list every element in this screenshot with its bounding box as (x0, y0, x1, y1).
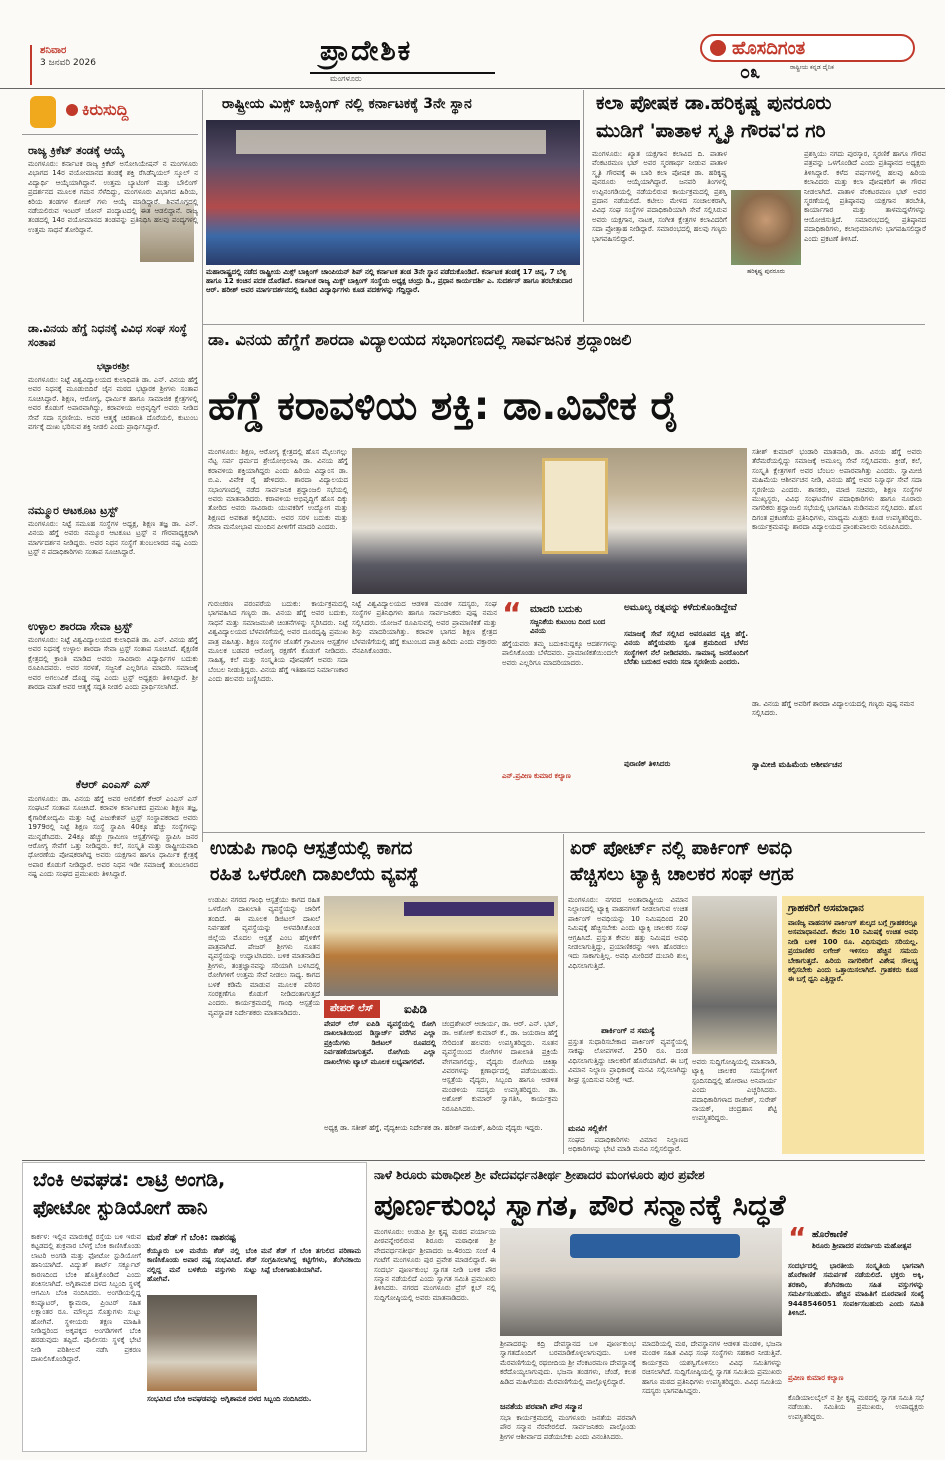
hand-icon (30, 96, 56, 128)
mix-boxing-headline: ರಾಷ್ಟ್ರೀಯ ಮಿಕ್ಸ್ ಬಾಕ್ಸಿಂಗ್ ನಲ್ಲಿ ಕರ್ನಾಟಕಕ್ಕೆ 3ನೇ ಸ್ಥಾನ (222, 96, 472, 112)
brief-column (22, 90, 198, 842)
udupi-badge (324, 1000, 558, 1018)
airport-photo (692, 896, 777, 1054)
udupi-airport-divider (563, 834, 564, 1154)
airport-body: ಮಂಗಳೂರು: ನಗರದ ಅಂತಾರಾಷ್ಟ್ರೀಯ ವಿಮಾನ ನಿಲ್ದಾಣದಲ್ಲಿ ಟ್ಯಾಕ್ಸಿ ವಾಹನಗಳಿಗೆ ನೀಡಲಾಗುವ ಉಚಿತ ಪಾರ್ಕಿಂಗ್ ಅವಧಿಯನ್ನು 10 ನಿಮಿಷದಿಂದ 20 ನಿಮಿಷಕ್ಕೆ ಹೆಚ್ಚಿಸಬೇಕು ಎಂದು ಟ್ಯಾಕ್ಸಿ ಚಾಲಕರ ಸಂಘ ಆಗ್ರಹಿಸಿದೆ. ಪ್ರಸ್ತುತ ಕೇವಲ ಹತ್ತು ನಿಮಿಷದ ಅವಧಿ ನೀಡಲಾಗುತ್ತಿದ್ದು, ಪ್ರಯಾಣಿಕರನ್ನು ಇಳಿಸಿ ಹೊರಡಲು ಇದು ಸಾಕಾಗುತ್ತಿಲ್ಲ. ಅವಧಿ ಮೀರಿದರೆ ದುಬಾರಿ ಶುಲ್ಕ ವಿಧಿಸಲಾಗುತ್ತಿದೆ. (568, 896, 688, 970)
quote-sub: ಸಜ್ಜನಿಕೆಯ ಕುಟುಂಬ ದಿಂದ ಬಂದ ವಿನಯ (530, 618, 606, 635)
brief-item-4-title: ಉಳ್ಳಾಲ ಶಾರದಾ ಸೇವಾ ಟ್ರಸ್ಟ್ (28, 620, 133, 633)
kala-body-left: ಮಂಗಳೂರು: ಖ್ಯಾತ ಯಕ್ಷಗಾನ ಕಲಾವಿದ ದಿ. ಪಾತಾಳ ವೆಂಕಟರಮಣ ಭಟ್ ಅವರ ಸ್ಮರಣಾರ್ಥ ನೀಡುವ ಪಾತಾಳ ಸ್ಮೃತಿ ಗೌರವಕ್ಕೆ ಈ ಬಾರಿ ಕಲಾ ಪೋಷಕ ಡಾ. ಹರಿಕೃಷ್ಣ ಪುನರೂರು ಆಯ್ಕೆಯಾಗಿದ್ದಾರೆ. ಜನವರಿ ತಿಂಗಳಲ್ಲಿ ಉಪ್ಪಿನಂಗಡಿಯಲ್ಲಿ ನಡೆಯಲಿರುವ ಕಾರ್ಯಕ್ರಮದಲ್ಲಿ ಪ್ರಶಸ್ತಿ ಪ್ರದಾನ ನಡೆಯಲಿದೆ. ಕಟೀಲು ಮೇಳದ ಸಂಚಾಲಕರಾಗಿ, ವಿವಿಧ ಸಂಘ ಸಂಸ್ಥೆಗಳ ಪದಾಧಿಕಾರಿಯಾಗಿ ಸೇವೆ ಸಲ್ಲಿಸಿರುವ ಅವರು ಯಕ್ಷಗಾನ, ನಾಟಕ, ಸಂಗೀತ ಕ್ಷೇತ್ರಗಳ ಕಲಾವಿದರಿಗೆ ಸದಾ ಪ್ರೋತ್ಸಾಹ ನೀಡಿದ್ದಾರೆ. ಸಮಾರಂಭದಲ್ಲಿ ಹಲವು ಗಣ್ಯರು ಭಾಗವಹಿಸಲಿದ್ದಾರೆ. (592, 150, 727, 243)
airport-body-right: ಅವರು ಸುದ್ದಿಗೋಷ್ಠಿಯಲ್ಲಿ ಮಾತನಾಡಿ, ಟ್ಯಾಕ್ಸಿ ಚಾಲಕರ ಸಮಸ್ಯೆಗಳಿಗೆ ಸ್ಪಂದಿಸದಿದ್ದಲ್ಲಿ ಹೋರಾಟ ಅನಿವಾರ್ಯ ಎಂದು ಎಚ್ಚರಿಸಿದರು. ಪದಾಧಿಕಾರಿಗಳಾದ ರಾಜೇಶ್, ಸುರೇಶ್ ನಾಯಕ್, ಚಂದ್ರಹಾಸ ಶೆಟ್ಟಿ ಉಪಸ್ಥಿತರಿದ್ದರು. (692, 1058, 777, 1123)
benki-photo (147, 1295, 257, 1391)
brief-item-1-title: ರಾಜ್ಯ ಕ್ರಿಕೆಟ್ ತಂಡಕ್ಕೆ ಆಯ್ಕೆ (28, 144, 125, 157)
brief-bullet-icon (66, 104, 78, 116)
pk-body-a: ಮಂಗಳೂರು: ಉಡುಪಿ ಶ್ರೀ ಕೃಷ್ಣ ಮಠದ ಪರ್ಯಾಯ ಪೀಠವನ್ನೇರಲಿರುವ ಶಿರೂರು ಮಠಾಧೀಶ ಶ್ರೀ ವೇದವರ್ಧನತೀರ್ಥ ಶ್ರೀಪಾದರು ಜ.4ರಂದು ಸಂಜೆ 4 ಗಂಟೆಗೆ ಮಂಗಳೂರು ಪುರ ಪ್ರವೇಶ ಮಾಡಲಿದ್ದಾರೆ. ಈ ಸಂದರ್ಭ ಪೂರ್ಣಕುಂಭ ಸ್ವಾಗತ ನೀಡಿ ಬಳಿಕ ಪೌರ ಸನ್ಮಾನ ನಡೆಯಲಿದೆ ಎಂದು ಸ್ವಾಗತ ಸಮಿತಿ ಪ್ರಮುಖರು ತಿಳಿಸಿದರು. ನಗರದ ಮಂಗಳೂರು ಪ್ರೆಸ್ ಕ್ಲಬ್ ನಲ್ಲಿ ಸುದ್ದಿಗೋಷ್ಠಿಯಲ್ಲಿ ಅವರು ಮಾತನಾಡಿದರು. (374, 1228, 496, 1302)
udupi-photo (324, 896, 558, 996)
bottom-section-rule (22, 1160, 925, 1161)
lead-quote2-box (624, 600, 748, 820)
brief-header-rule (22, 134, 198, 135)
paper-tagline: ರಾಷ್ಟ್ರೀಯ ಕನ್ನಡ ದೈನಿಕ (790, 64, 834, 71)
masthead (0, 0, 945, 86)
kala-headline-2: ಮುಡಿಗೆ 'ಪಾತಾಳ ಸ್ಮೃತಿ ಗೌರವ'ದ ಗರಿ (596, 120, 826, 142)
masthead-rule (0, 88, 945, 89)
city-label: ಮಂಗಳೂರು (330, 74, 362, 83)
benki-body: ಕಾರ್ಕಳ: ಇಲ್ಲಿನ ಮಾರುಕಟ್ಟೆ ರಸ್ತೆಯ ಬಳಿ ಇರುವ ಕಟ್ಟಡದಲ್ಲಿ ಶುಕ್ರವಾರ ಬೆಳಗ್ಗೆ ಬೆಂಕಿ ಕಾಣಿಸಿಕೊಂಡು ಲಾಟರಿ ಅಂಗಡಿ ಮತ್ತು ಫೋಟೋ ಸ್ಟುಡಿಯೋಗೆ ಹಾನಿಯಾಗಿದೆ. ವಿದ್ಯುತ್ ಶಾರ್ಟ್ ಸರ್ಕ್ಯೂಟ್ ಕಾರಣದಿಂದ ಬೆಂಕಿ ಹೊತ್ತಿಕೊಂಡಿದೆ ಎಂದು ಶಂಕಿಸಲಾಗಿದೆ. ಅಗ್ನಿಶಾಮಕ ದಳದ ಸಿಬ್ಬಂದಿ ಸ್ಥಳಕ್ಕೆ ಆಗಮಿಸಿ ಬೆಂಕಿ ನಂದಿಸಿದರು. ಅಂಗಡಿಯಲ್ಲಿದ್ದ ಕಂಪ್ಯೂಟರ್, ಕ್ಯಾಮರಾ, ಪ್ರಿಂಟರ್ ಸಹಿತ ಲಕ್ಷಾಂತರ ರೂ. ಮೌಲ್ಯದ ಸೊತ್ತುಗಳು ಸುಟ್ಟು ಹೋಗಿವೆ. ಸ್ಥಳೀಯರು ತಕ್ಷಣ ಮಾಹಿತಿ ನೀಡಿದ್ದರಿಂದ ಅಕ್ಕಪಕ್ಕದ ಅಂಗಡಿಗಳಿಗೆ ಬೆಂಕಿ ಹರಡುವುದು ತಪ್ಪಿದೆ. ಪೊಲೀಸರು ಸ್ಥಳಕ್ಕೆ ಭೇಟಿ ನೀಡಿ ಪರಿಶೀಲನೆ ನಡೆಸಿ ಪ್ರಕರಣ ದಾಖಲಿಸಿಕೊಂಡಿದ್ದಾರೆ. (31, 1233, 141, 1364)
quote2-author: ಪುರಾಣಿಕ್ ತಿಳಿಸಿದರು (624, 760, 671, 768)
benki-box-caption: ಸಂಭವಿಸಿದ ಬೆಂಕಿ ಅವಘಡವನ್ನು ಅಗ್ನಿಶಾಮಕ ದಳದ ಸಿಬ್ಬಂದಿ ನಂದಿಸಿದರು. (147, 1395, 312, 1403)
kala-body-right: ಪ್ರಶಸ್ತಿಯು ನಗದು ಪುರಸ್ಕಾರ, ಸ್ಮರಣಿಕೆ ಹಾಗೂ ಗೌರವ ಪತ್ರವನ್ನು ಒಳಗೊಂಡಿದೆ ಎಂದು ಪ್ರತಿಷ್ಠಾನದ ಅಧ್ಯಕ್ಷರು ತಿಳಿಸಿದ್ದಾರೆ. ಕಳೆದ ವರ್ಷಗಳಲ್ಲಿ ಹಲವು ಹಿರಿಯ ಕಲಾವಿದರು ಮತ್ತು ಕಲಾ ಪೋಷಕರಿಗೆ ಈ ಗೌರವ ನೀಡಲಾಗಿದೆ. ಪಾತಾಳ ವೆಂಕಟರಮಣ ಭಟ್ ಅವರ ಸ್ಮರಣೆಯಲ್ಲಿ ಪ್ರತಿಷ್ಠಾನವು ಯಕ್ಷಗಾನ ತರಬೇತಿ, ಕಾರ್ಯಾಗಾರ ಮತ್ತು ತಾಳಮದ್ದಳೆಗಳನ್ನು ಆಯೋಜಿಸುತ್ತಿದೆ. ಸಮಾರಂಭದಲ್ಲಿ ಪ್ರತಿಷ್ಠಾನದ ಪದಾಧಿಕಾರಿಗಳು, ಕಲಾಭಿಮಾನಿಗಳು ಭಾಗವಹಿಸಲಿದ್ದಾರೆ ಎಂದು ಪ್ರಕಟಣೆ ತಿಳಿಸಿದೆ. (804, 150, 926, 243)
paper-logo (700, 34, 915, 62)
brief-item-2-title-text: ಡಾ.ವಿನಯ ಹೆಗ್ಡೆ ನಿಧನಕ್ಕೆ ವಿವಿಧ ಸಂಘ ಸಂಸ್ಥೆ ಸಂತಾಪ (28, 322, 188, 349)
airport-box (782, 896, 924, 1154)
banner-strip (236, 130, 546, 154)
quote-body: ಹೆಗ್ಡೆಯವರು ತಮ್ಮ ಬದುಕಿನುದ್ದಕ್ಕೂ ಆದರ್ಶಗಳನ್ನು ಪಾಲಿಸಿಕೊಂಡು ಬೆಳೆದವರು. ಪ್ರಾಮಾಣಿಕತೆಯಿಂದಲೇ ಅವರು ಎಲ್ಲರಿಗೂ ಮಾದರಿಯಾದರು. (502, 640, 618, 667)
hospital-banner (404, 902, 554, 916)
day-label: ಶನಿವಾರ (40, 45, 67, 56)
airport-headline-2: ಹೆಚ್ಚಿಸಲು ಟ್ಯಾಕ್ಸಿ ಚಾಲಕರ ಸಂಘ ಆಗ್ರಹ (570, 864, 794, 885)
lead-headline: ಹೆಗ್ಡೆ ಕರಾವಳಿಯ ಶಕ್ತಿ: ಡಾ.ವಿವೇಕ ರೈ (208, 384, 680, 429)
date-label: 3 ಜನವರಿ 2026 (40, 58, 96, 68)
benki-box-side: ಮನೆ ಶೆಡ್ ಗೆ ಬೆಂಕಿ ತಗುಲಿದ ಪರಿಣಾಮ ಸಂಗ್ರಹಿಸಲಾಗಿದ್ದ ಕಟ್ಟಿಗೆಗಳು, ತೆಂಗಿನಕಾಯಿ ಸಿಪ್ಪೆ ಬೆಂಕಿಗಾಹುತಿಯಾಗಿವೆ. (261, 1247, 361, 1274)
udupi-badge-text: ಐಪಿಡಿ (404, 1002, 428, 1016)
airport-sub-1: ಪಾರ್ಕಿಂಗ್ ನ ಸಮಸ್ಯೆ (601, 1026, 655, 1035)
section-title: ಪ್ರಾದೇಶಿಕ (320, 34, 413, 67)
pk-body-c: ಸಭಾ ಕಾರ್ಯಕ್ರಮದಲ್ಲಿ ಮಂಗಳೂರು ಜನತೆಯ ಪರವಾಗಿ ಪೌರ ಸನ್ಮಾನ ನೆರವೇರಲಿದೆ. ಸಾರ್ವಜನಿಕರು ಪಾಲ್ಗೊಂಡು ಶ್ರೀಗಳ ಆಶೀರ್ವಾದ ಪಡೆಯಬೇಕು ಎಂದು ವಿನಂತಿಸಿದರು. (500, 1414, 636, 1441)
pk-quote-sub: ಶಿರೂರು ಶ್ರೀಪಾದರ ಪರ್ಯಾಯ ಮಹೋತ್ಸವ (812, 1242, 912, 1250)
quote-mark-icon: “ (502, 597, 522, 632)
sun-icon (710, 40, 726, 56)
lead-body-b: ಗುರುಚರಣ ಪರಂಪರೆಯ ಬದುಕು: ಕಾರ್ಯಕ್ರಮದಲ್ಲಿ ಭಾಗವಹಿಸಿದ ಗಣ್ಯರು ಡಾ. ವಿನಯ ಹೆಗ್ಡೆ ಅವರ ಬದುಕು, ಸಾಧನೆ ಮತ್ತು ಸಮಾಜಮುಖಿ ಚಿಂತನೆಗಳನ್ನು ಸ್ಮರಿಸಿದರು. ನಿಟ್ಟೆ ವಿಶ್ವವಿದ್ಯಾಲಯದ ಬೆಳವಣಿಗೆಯಲ್ಲಿ ಅವರ ದೂರದೃಷ್ಟಿ ಪ್ರಮುಖ ಪಾತ್ರ ವಹಿಸಿತ್ತು. ಶಿಕ್ಷಣ ಸಂಸ್ಥೆಗಳ ಜೊತೆಗೆ ಗ್ರಾಮೀಣ ಆಸ್ಪತ್ರೆಗಳ ಮೂಲಕ ಬಡವರ ಆರೋಗ್ಯ ರಕ್ಷಣೆಗೆ ಕೊಡುಗೆ ನೀಡಿದರು. ಸಾಹಿತ್ಯ, ಕಲೆ ಮತ್ತು ಸಂಸ್ಕೃತಿಯ ಪೋಷಣೆಗೆ ಅವರು ಸದಾ ಬೆಂಬಲ ನೀಡುತ್ತಿದ್ದರು. ವಿನಯ ಹೆಗ್ಡೆ ಇತಿಹಾಸದ ನಿರ್ಮಾಣಕಾರ ಎಂದು ಹಲವರು ಬಣ್ಣಿಸಿದರು. (208, 600, 348, 684)
section-underline (310, 72, 495, 74)
benki-headline-2: ಫೋಟೋ ಸ್ಟುಡಿಯೋಗೆ ಹಾನಿ (33, 1197, 208, 1219)
lead-right-sub: ಸ್ವಾಮೀಜಿ ಮಹಿಮೆಯ ಆಶೀರ್ವಚನ (752, 760, 842, 769)
pk-photo (500, 1228, 782, 1336)
udupi-headline-2: ರಹಿತ ಒಳರೋಗಿ ದಾಖಲೆಯ ವ್ಯವಸ್ಥೆ (210, 864, 419, 885)
pk-body-d: ಮಾದರಿಯಲ್ಲಿ ಮಠ, ದೇವಸ್ಥಾನಗಳ ಆಡಳಿತ ಮಂಡಳಿ, ಭಜನಾ ಮಂಡಳಿ ಸಹಿತ ವಿವಿಧ ಸಂಘ ಸಂಸ್ಥೆಗಳು ಸಹಕಾರ ನೀಡುತ್ತಿವೆ. ಕಾರ್ಯಕ್ರಮ ಯಶಸ್ವಿಗೊಳಿಸಲು ವಿವಿಧ ಸಮಿತಿಗಳನ್ನು ರಚಿಸಲಾಗಿದೆ. ಸುದ್ದಿಗೋಷ್ಠಿಯಲ್ಲಿ ಸ್ವಾಗತ ಸಮಿತಿಯ ಪ್ರಮುಖರು ಹಾಗೂ ಮಠದ ಪ್ರತಿನಿಧಿಗಳು ಉಪಸ್ಥಿತರಿದ್ದರು. ವಿವಿಧ ಸಮಿತಿಯ ಸದಸ್ಯರು ಭಾಗವಹಿಸಿದ್ದರು. (642, 1340, 782, 1396)
udupi-headline-1: ಉಡುಪಿ ಗಾಂಧಿ ಆಸ್ಪತ್ರೆಯಲ್ಲಿ ಕಾಗದ (210, 838, 413, 859)
brief-item-2-title (28, 322, 198, 352)
airport-body-2: ಪ್ರಸ್ತುತ ಸುಧಾರಿಸಬೇಕಾದ ಪಾರ್ಕಿಂಗ್ ವ್ಯವಸ್ಥೆಯಲ್ಲಿ ಸಾಕಷ್ಟು ಲೋಪಗಳಿವೆ. 250 ರೂ. ದಂಡ ವಿಧಿಸಲಾಗುತ್ತಿದ್ದು ಚಾಲಕರಿಗೆ ಹೊರೆಯಾಗಿದೆ. ಈ ಬಗ್ಗೆ ವಿಮಾನ ನಿಲ್ದಾಣ ಪ್ರಾಧಿಕಾರಕ್ಕೆ ಮನವಿ ಸಲ್ಲಿಸಲಾಗಿದ್ದು ಶೀಘ್ರ ಸ್ಪಂದಿಸುವ ನಿರೀಕ್ಷೆ ಇದೆ. (568, 1038, 688, 1084)
udupi-badge-red: ಪೇಪರ್ ಲೆಸ್ (324, 1000, 380, 1018)
quote-title: ಮಾದರಿ ಬದುಕು (530, 604, 583, 615)
benki-box-body: ಕೆಯ್ಯೂರು ಬಳಿ ಮನೆಯ ಶೆಡ್ ನಲ್ಲಿ ಬೆಂಕಿ ಕಾಣಿಸಿಕೊಂಡು ಅಪಾರ ನಷ್ಟ ಸಂಭವಿಸಿದೆ. ಶೆಡ್ ನಲ್ಲಿದ್ದ ಮನೆ ಬಳಕೆಯ ವಸ್ತುಗಳು ಸುಟ್ಟು ಹೋಗಿವೆ. (147, 1247, 257, 1284)
paper-name: ಹೊಸದಿಗಂತ (732, 38, 806, 59)
airport-box-title: ಗ್ರಾಹಕರಿಗೆ ಅಸಮಾಧಾನ (788, 903, 864, 914)
mix-kala-divider (583, 90, 584, 322)
pk-quote-mark-icon: “ (788, 1221, 807, 1254)
mix-boxing-caption: ಮಹಾರಾಷ್ಟ್ರದಲ್ಲಿ ನಡೆದ ರಾಷ್ಟ್ರೀಯ ಮಿಕ್ಸ್ ಬಾಕ್ಸಿಂಗ್ ಚಾಂಪಿಯನ್ ಶಿಪ್ ನಲ್ಲಿ ಕರ್ನಾಟಕ ತಂಡ 3ನೇ ಸ್ಥಾನ ಪಡೆದುಕೊಂಡಿದೆ. ಕರ್ನಾಟಕ ತಂಡಕ್ಕೆ 17 ಚಿನ್ನ, 7 ಬೆಳ್ಳಿ ಹಾಗೂ 12 ಕಂಚಿನ ಪದಕ ದೊರೆತಿದೆ. ಕರ್ನಾಟಕ ರಾಜ್ಯ ಮಿಕ್ಸ್ ಬಾಕ್ಸಿಂಗ್ ಸಂಸ್ಥೆಯ ಅಧ್ಯಕ್ಷ ಚಂದ್ರು ಡಿ., ಪ್ರಧಾನ ಕಾರ್ಯದರ್ಶಿ ಎ. ಸುದರ್ಶನ್ ಹಾಗೂ ತರಬೇತುದಾರ ಆರ್. ಹರೀಶ್ ಅವರ ಮಾರ್ಗದರ್ಶನದಲ್ಲಿ ಕೂಡಿದ ವಿದ್ಯಾರ್ಥಿಗಳು ಕೂಡ ಪದಕಗಳನ್ನು ಗೆದ್ದಿದ್ದಾರೆ. (206, 268, 573, 294)
page-number: ೦೩ (740, 62, 761, 83)
lead-top-rule (203, 324, 925, 325)
quote-author: ಎನ್.ಪ್ರವೀಣ ಕುಮಾರ ಕಲ್ಯಾಣ (502, 772, 571, 780)
airport-sub-2: ಮನವಿ ಸಲ್ಲಿಕೆಗೆ (568, 1124, 607, 1133)
pk-quote-author: ಪ್ರವೀಣ ಕುಮಾರ ಕಲ್ಯಾಣ (788, 1374, 844, 1382)
airport-headline-1: ಏರ್ ಪೋರ್ಟ್ ನಲ್ಲಿ ಪಾರ್ಕಿಂಗ್ ಅವಧಿ (570, 838, 793, 859)
benki-panel (22, 1162, 367, 1452)
quote2-body: ಸಮಾಜಕ್ಕೆ ಸೇವೆ ಸಲ್ಲಿಸಿದ ಅಪರೂಪದ ವ್ಯಕ್ತಿ ಹೆಗ್ಡೆ. ವಿನಯ ಹೆಗ್ಡೆಯವರು ಸ್ವಂತ ಶ್ರಮದಿಂದ ಬೆಳೆದ ಸಂಸ್ಥೆಗಳಿಗೆ ನೆಲೆ ನೀಡಿದವರು. ಸಾಮಾನ್ಯ ಜನರೊಂದಿಗೆ ಬೆರೆತು ಬದುಕಿದ ಅವರು ಸದಾ ಸ್ಮರಣೀಯ ಎಂದರು. (624, 630, 748, 667)
kala-headline-1: ಕಲಾ ಪೋಷಕ ಡಾ.ಹರಿಕೃಷ್ಣ ಪುನರೂರು (596, 92, 832, 114)
pk-body-b: ಶ್ರೀಪಾದರನ್ನು ಕದ್ರಿ ದೇವಸ್ಥಾನದ ಬಳಿ ಪೂರ್ಣಕುಂಭ ಸ್ವಾಗತದೊಂದಿಗೆ ಬರಮಾಡಿಕೊಳ್ಳಲಾಗುವುದು. ಬಳಿಕ ಮೆರವಣಿಗೆಯಲ್ಲಿ ರಥಬೀದಿಯ ಶ್ರೀ ವೆಂಕಟರಮಣ ದೇವಸ್ಥಾನಕ್ಕೆ ಕರೆದೊಯ್ಯಲಾಗುವುದು. ಭಜನಾ ತಂಡಗಳು, ಚೆಂಡೆ, ಕಲಶ ಹಿಡಿದ ಮಹಿಳೆಯರು ಮೆರವಣಿಗೆಯಲ್ಲಿ ಪಾಲ್ಗೊಳ್ಳಲಿದ್ದಾರೆ. (500, 1340, 636, 1386)
pk-body-right: ಕೊಡಿಯಾಲಬೈಲ್ ನ ಶ್ರೀ ಕೃಷ್ಣ ಮಠದಲ್ಲಿ ಸ್ವಾಗತ ಸಮಿತಿ ಸಭೆ ನಡೆಯಿತು. ಸಮಿತಿಯ ಪ್ರಮುಖರು, ಉಪಾಧ್ಯಕ್ಷರು ಉಪಸ್ಥಿತರಿದ್ದರು. (788, 1394, 924, 1421)
brief-item-4-body: ಮಂಗಳೂರು: ನಿಟ್ಟೆ ವಿಶ್ವವಿದ್ಯಾಲಯದ ಕುಲಾಧಿಪತಿ ಡಾ. ಎನ್. ವಿನಯ ಹೆಗ್ಡೆ ಅವರ ನಿಧನಕ್ಕೆ ಉಳ್ಳಾಲ ಶಾರದಾ ಸೇವಾ ಟ್ರಸ್ಟ್ ಸಂತಾಪ ಸೂಚಿಸಿದೆ. ಶೈಕ್ಷಣಿಕ ಕ್ಷೇತ್ರದಲ್ಲಿ ಕ್ರಾಂತಿ ಮಾಡಿದ ಅವರು ಸಾವಿರಾರು ವಿದ್ಯಾರ್ಥಿಗಳ ಬದುಕು ರೂಪಿಸಿದವರು. ಅವರ ಸರಳತೆ, ಸಜ್ಜನಿಕೆ ಎಲ್ಲರಿಗೂ ಮಾದರಿ. ಸಮಾಜಕ್ಕೆ ಅವರ ಅಗಲುವಿಕೆ ದೊಡ್ಡ ನಷ್ಟ ಎಂದು ಟ್ರಸ್ಟ್ ಅಧ್ಯಕ್ಷರು ತಿಳಿಸಿದ್ದಾರೆ. ಶ್ರೀ ಶಾರದಾ ಮಾತೆ ಅವರ ಆತ್ಮಕ್ಕೆ ಸದ್ಗತಿ ನೀಡಲಿ ಎಂದು ಪ್ರಾರ್ಥಿಸಲಾಗಿದೆ. (28, 636, 198, 692)
mix-boxing-photo (206, 120, 580, 265)
press-club-banner (570, 1234, 740, 1258)
pk-quote-title: ಹೊರೆಕಾಣಿಕೆ (812, 1230, 848, 1240)
sidebar-divider (202, 90, 203, 842)
kala-portrait-label: ಹರಿಕೃಷ್ಣ ಪುನರೂರು (747, 268, 785, 275)
benki-headline-1: ಬೆಂಕಿ ಅವಘಡ: ಲಾಟ್ರಿ ಅಂಗಡಿ, (33, 1169, 226, 1191)
udupi-body-b: ಚಂದ್ರಶೇಖರ್ ಆಚಾರ್ಯ, ಡಾ. ಆರ್. ಎನ್. ಭಟ್, ಡಾ. ಅಶೋಕ್ ಕುಮಾರ್ ಕೆ., ಡಾ. ಜಯರಾಜ ಹೆಗ್ಡೆ ಸೇರಿದಂತೆ ಹಲವರು ಉಪಸ್ಥಿತರಿದ್ದರು. ನೂತನ ವ್ಯವಸ್ಥೆಯಿಂದ ರೋಗಿಗಳ ದಾಖಲಾತಿ ಪ್ರಕ್ರಿಯೆ ವೇಗವಾಗಲಿದ್ದು, ವೈದ್ಯರು ರೋಗಿಯ ಚಿಕಿತ್ಸಾ ವಿವರಗಳನ್ನು ಕ್ಷಣಾರ್ಧದಲ್ಲಿ ಪಡೆಯಬಹುದು. ಆಸ್ಪತ್ರೆಯ ವೈದ್ಯರು, ಸಿಬ್ಬಂದಿ ಹಾಗೂ ಆಡಳಿತ ಮಂಡಳಿಯ ಸದಸ್ಯರು ಉಪಸ್ಥಿತರಿದ್ದರು. ಡಾ. ಅಶೋಕ್ ಕುಮಾರ್ ಸ್ವಾಗತಿಸಿ, ಕಾರ್ಯಕ್ರಮ ನಿರೂಪಿಸಿದರು. (442, 1020, 558, 1113)
lead-kicker: ಡಾ. ವಿನಯ ಹೆಗ್ಡೆಗೆ ಶಾರದಾ ವಿದ್ಯಾಲಯದ ಸಭಾಂಗಣದಲ್ಲಿ ಸಾರ್ವಜನಿಕ ಶ್ರದ್ಧಾಂಜಲಿ (208, 330, 632, 349)
benki-box-title: ಮನೆ ಶೆಡ್ ಗೆ ಬೆಂಕಿ: ನಾಶನಷ್ಟ (147, 1233, 236, 1243)
brief-label: ಕಿರುಸುದ್ದಿ (82, 100, 129, 119)
lead-photo (352, 448, 747, 594)
brief-item-2-body: ಮಂಗಳೂರು: ನಿಟ್ಟೆ ವಿಶ್ವವಿದ್ಯಾಲಯದ ಕುಲಾಧಿಪತಿ ಡಾ. ಎನ್. ವಿನಯ ಹೆಗ್ಡೆ ಅವರ ನಿಧನಕ್ಕೆ ಮೂಡುಬಿದಿರೆ ಜೈನ ಮಠದ ಭಟ್ಟಾರಕ ಶ್ರೀಗಳು ಸಂತಾಪ ಸೂಚಿಸಿದ್ದಾರೆ. ಶಿಕ್ಷಣ, ಆರೋಗ್ಯ, ಧಾರ್ಮಿಕ ಹಾಗೂ ಸಾಮಾಜಿಕ ಕ್ಷೇತ್ರಗಳಲ್ಲಿ ಅವರ ಕೊಡುಗೆ ಅಪಾರವಾಗಿದ್ದು, ಕರಾವಳಿಯ ಅಭಿವೃದ್ಧಿಗೆ ಅವರು ನೀಡಿದ ಸೇವೆ ಸದಾ ಸ್ಮರಣೀಯ. ಅವರ ಆತ್ಮಕ್ಕೆ ಚಿರಶಾಂತಿ ದೊರೆಯಲಿ, ಕುಟುಂಬ ವರ್ಗಕ್ಕೆ ದುಃಖ ಭರಿಸುವ ಶಕ್ತಿ ನೀಡಲಿ ಎಂದು ಪ್ರಾರ್ಥಿಸಿದ್ದಾರೆ. (28, 376, 198, 432)
portrait-frame (542, 458, 608, 554)
pk-quote-box (788, 1221, 924, 1388)
airport-body-3: ಸಂಘದ ಪದಾಧಿಕಾರಿಗಳು ವಿಮಾನ ನಿಲ್ದಾಣದ ಅಧಿಕಾರಿಗಳನ್ನು ಭೇಟಿ ಮಾಡಿ ಮನವಿ ಸಲ್ಲಿಸಲಿದ್ದಾರೆ. (568, 1136, 688, 1154)
brief-item-3-body: ಮಂಗಳೂರು: ನಿಟ್ಟೆ ಸಮೂಹ ಸಂಸ್ಥೆಗಳ ಅಧ್ಯಕ್ಷ, ಶಿಕ್ಷಣ ತಜ್ಞ ಡಾ. ಎನ್. ವಿನಯ ಹೆಗ್ಡೆ ಅವರು ನಮ್ಮೂರ ಆಟಕೂಟ ಟ್ರಸ್ಟ್ ನ ಗೌರವಾಧ್ಯಕ್ಷರಾಗಿ ಮಾರ್ಗದರ್ಶನ ನೀಡಿದ್ದರು. ಅವರ ನಿಧನ ಸಂಸ್ಥೆಗೆ ತುಂಬಲಾರದ ನಷ್ಟ ಎಂದು ಟ್ರಸ್ಟ್ ನ ಪದಾಧಿಕಾರಿಗಳು ಸಂತಾಪ ಸೂಚಿಸಿದ್ದಾರೆ. (28, 520, 198, 557)
pk-headline: ಪೂರ್ಣಕುಂಭ ಸ್ವಾಗತ, ಪೌರ ಸನ್ಮಾನಕ್ಕೆ ಸಿದ್ಧತೆ (374, 1188, 786, 1222)
udupi-body-a: ಉಡುಪಿ: ನಗರದ ಗಾಂಧಿ ಆಸ್ಪತ್ರೆಯು ಕಾಗದ ರಹಿತ ಒಳರೋಗಿ ದಾಖಲಾತಿ ವ್ಯವಸ್ಥೆಯನ್ನು ಜಾರಿಗೆ ತಂದಿದೆ. ಈ ಮೂಲಕ ಡಿಜಿಟಲ್ ದಾಖಲೆ ನಿರ್ವಹಣೆ ವ್ಯವಸ್ಥೆಯನ್ನು ಅಳವಡಿಸಿಕೊಂಡ ಜಿಲ್ಲೆಯ ಮೊದಲ ಆಸ್ಪತ್ರೆ ಎಂಬ ಹೆಗ್ಗಳಿಕೆಗೆ ಪಾತ್ರವಾಗಿದೆ. ಪೇಜರ್ ಶ್ರೀಗಳು ನೂತನ ವ್ಯವಸ್ಥೆಯನ್ನು ಉದ್ಘಾಟಿಸಿದರು. ಬಳಿಕ ಮಾತನಾಡಿದ ಶ್ರೀಗಳು, ತಂತ್ರಜ್ಞಾನವನ್ನು ಸರಿಯಾಗಿ ಬಳಸಿದಲ್ಲಿ ರೋಗಿಗಳಿಗೆ ಉತ್ತಮ ಸೇವೆ ನೀಡಲು ಸಾಧ್ಯ. ಕಾಗದ ಬಳಕೆ ಕಡಿಮೆ ಮಾಡುವ ಮೂಲಕ ಪರಿಸರ ಸಂರಕ್ಷಣೆಗೂ ಕೊಡುಗೆ ನೀಡಿದಂತಾಗುತ್ತದೆ ಎಂದರು. ಕಾರ್ಯಕ್ರಮದಲ್ಲಿ ಗಾಂಧಿ ಆಸ್ಪತ್ರೆಯ ವ್ಯವಸ್ಥಾಪಕ ನಿರ್ದೇಶಕರು ಮಾತನಾಡಿದರು. (208, 896, 320, 1017)
brief-item-1-body: ಮಂಗಳೂರು: ಕರ್ನಾಟಕ ರಾಜ್ಯ ಕ್ರಿಕೆಟ್ ಅಸೋಸಿಯೇಷನ್ ನ ಮಂಗಳೂರು ವಿಭಾಗದ 14ರ ವಯೋಮಾನದ ತಂಡಕ್ಕೆ ಶಕ್ತಿ ರೆಸಿಡೆನ್ಶಿಯಲ್ ಸ್ಕೂಲ್ ನ ವಿದ್ಯಾರ್ಥಿ ಆಯ್ಕೆಯಾಗಿದ್ದಾನೆ. ಉತ್ತಮ ಬ್ಯಾಟಿಂಗ್ ಮತ್ತು ಬೌಲಿಂಗ್ ಪ್ರದರ್ಶನದ ಮೂಲಕ ಗಮನ ಸೆಳೆದಿದ್ದು, ಮಂಗಳೂರು ವಿಭಾಗದ ಹಿರಿಯ, ಕಿರಿಯ ತಂಡಗಳ ಕೋಚ್ ಗಳು ಆಯ್ಕೆ ಮಾಡಿದ್ದಾರೆ. ಶಿವಮೊಗ್ಗದಲ್ಲಿ ನಡೆಯಲಿರುವ ಇಂಟರ್ ಜೋನ್ ಪಂದ್ಯಾಟದಲ್ಲಿ ಈತ ಆಡಲಿದ್ದಾನೆ. ರಾಜ್ಯ ತಂಡದಲ್ಲಿ 14ರ ವಯೋಮಾನದ ತಂಡವನ್ನು ಪ್ರತಿನಿಧಿಸಿ ಹಲವು ಪಂದ್ಯಗಳಲ್ಲಿ ಉತ್ತಮ ಸಾಧನೆ ತೋರಿದ್ದಾನೆ. (28, 160, 198, 234)
lead-quote-box (500, 597, 620, 820)
lead-body-c: ನಿಟ್ಟೆ ವಿಶ್ವವಿದ್ಯಾಲಯದ ಆಡಳಿತ ಮಂಡಳಿ ಸದಸ್ಯರು, ಸಂಘ ಸಂಸ್ಥೆಗಳ ಪ್ರತಿನಿಧಿಗಳು ಹಾಗೂ ಸಾರ್ವಜನಿಕರು ಪುಷ್ಪ ನಮನ ಸಲ್ಲಿಸಿದರು. ಯೋಜನೆ ರೂಪಿಸುವಲ್ಲಿ ಅವರ ಪ್ರಾಮಾಣಿಕತೆ ಮತ್ತು ಶಿಸ್ತು ಮಾದರಿಯಾಗಿತ್ತು. ಕರಾವಳಿ ಭಾಗದ ಶಿಕ್ಷಣ ಕ್ಷೇತ್ರದ ಬೆಳವಣಿಗೆಯಲ್ಲಿ ಹೆಗ್ಡೆ ಕುಟುಂಬದ ಪಾತ್ರ ಹಿರಿದು ಎಂದು ವಕ್ತಾರರು ನೆನಪಿಸಿಕೊಂಡರು. (352, 600, 497, 656)
lead-body-right: ಸತೀಶ್ ಕುಮಾರ್ ಭಂಡಾರಿ ಮಾತನಾಡಿ, ಡಾ. ವಿನಯ ಹೆಗ್ಡೆ ಅವರು ತೆರೆಮರೆಯಲ್ಲಿದ್ದು ಸಮಾಜಕ್ಕೆ ಅಮೂಲ್ಯ ಸೇವೆ ಸಲ್ಲಿಸಿದವರು. ಕ್ರೀಡೆ, ಕಲೆ, ಸಂಸ್ಕೃತಿ ಕ್ಷೇತ್ರಗಳಿಗೆ ಅವರ ಬೆಂಬಲ ಅಪಾರವಾಗಿತ್ತು ಎಂದರು. ಸ್ವಾಮೀಜಿ ಮಹಿಮೆಯ ಆಶೀರ್ವಚನ ನೀಡಿ, ವಿನಯ ಹೆಗ್ಡೆ ಅವರ ನಿಸ್ವಾರ್ಥ ಸೇವೆ ಸದಾ ಸ್ಮರಣೀಯ ಎಂದರು. ಶಾಸಕರು, ಮಾಜಿ ಸಚಿವರು, ಶಿಕ್ಷಣ ಸಂಸ್ಥೆಗಳ ಮುಖ್ಯಸ್ಥರು, ವಿವಿಧ ಸಂಘಟನೆಗಳ ಪದಾಧಿಕಾರಿಗಳು ಹಾಗೂ ನೂರಾರು ನಾಗರಿಕರು ಶ್ರದ್ಧಾಂಜಲಿ ಸಭೆಯಲ್ಲಿ ಭಾಗವಹಿಸಿ ನುಡಿನಮನ ಸಲ್ಲಿಸಿದರು. ಹೊಸ ದಿಗಂತ ಪ್ರಕಟಣೆಯ ಪ್ರತಿನಿಧಿಗಳು, ಮಾಧ್ಯಮ ಮಿತ್ರರು ಕೂಡ ಉಪಸ್ಥಿತರಿದ್ದರು. ಕಾರ್ಯಕ್ರಮವನ್ನು ಶಾರದಾ ವಿದ್ಯಾಲಯದ ಪ್ರಾಂಶುಪಾಲರು ನಿರೂಪಿಸಿದರು. (752, 448, 922, 532)
brief-item-5-title: ಕೆಆರ್ ಎಂಎಸ್ ಎಸ್ (75, 778, 151, 791)
lead-body-a: ಮಂಗಳೂರು: ಶಿಕ್ಷಣ, ಆರೋಗ್ಯ ಕ್ಷೇತ್ರದಲ್ಲಿ ಹೊಸ ಮೈಲುಗಲ್ಲು ನೆಟ್ಟ ಸರ್ವ ಧರ್ಮದ ಶ್ರೇಯೋಭಿಲಾಷಿ ಡಾ. ವಿನಯ ಹೆಗ್ಡೆ ಕರಾವಳಿಯ ಶಕ್ತಿಯಾಗಿದ್ದರು ಎಂದು ಹಿರಿಯ ವಿದ್ವಾಂಸ ಡಾ. ಬಿ.ಎ. ವಿವೇಕ ರೈ ಹೇಳಿದರು. ಶಾರದಾ ವಿದ್ಯಾಲಯದ ಸಭಾಂಗಣದಲ್ಲಿ ನಡೆದ ಸಾರ್ವಜನಿಕ ಶ್ರದ್ಧಾಂಜಲಿ ಸಭೆಯಲ್ಲಿ ಅವರು ಮಾತನಾಡಿದರು. ಕರಾವಳಿಯ ಅಭಿವೃದ್ಧಿಗೆ ಹೊಸ ದಿಕ್ಕು ತೋರಿದ ಅವರು ಸಾವಿರಾರು ಯುವಕರಿಗೆ ಉದ್ಯೋಗ ಮತ್ತು ಶಿಕ್ಷಣದ ಅವಕಾಶ ಕಲ್ಪಿಸಿದರು. ಅವರ ಸರಳ ಬದುಕು ಮತ್ತು ಸೇವಾ ಮನೋಭಾವ ಮುಂದಿನ ಪೀಳಿಗೆಗೆ ಮಾದರಿ ಎಂದರು. (208, 448, 348, 532)
brief-header (22, 94, 198, 130)
pk-kicker: ನಾಳೆ ಶಿರೂರು ಮಠಾಧೀಶ ಶ್ರೀ ವೇದವರ್ಧನತೀರ್ಥ ಶ್ರೀಪಾದರ ಮಂಗಳೂರು ಪುರ ಪ್ರವೇಶ (374, 1168, 705, 1182)
lead-bottom-rule (203, 832, 925, 833)
airport-box-body: ವಾಣಿಜ್ಯ ವಾಹನಗಳ ಪಾರ್ಕಿಂಗ್ ಶುಲ್ಕದ ಬಗ್ಗೆ ಗ್ರಾಹಕರಲ್ಲೂ ಅಸಮಾಧಾನವಿದೆ. ಕೇವಲ 10 ನಿಮಿಷಕ್ಕೆ ಉಚಿತ ಅವಧಿ ನೀಡಿ ಬಳಿಕ 100 ರೂ. ವಿಧಿಸುವುದು ಸರಿಯಲ್ಲ. ಪ್ರಯಾಣಿಕರ ಲಗೇಜ್ ಇಳಿಸಲು ಹೆಚ್ಚಿನ ಸಮಯ ಬೇಕಾಗುತ್ತದೆ. ಹಿರಿಯ ನಾಗರಿಕರಿಗೆ ವಿಶೇಷ ಸೌಲಭ್ಯ ಕಲ್ಪಿಸಬೇಕು ಎಂದು ಒತ್ತಾಯಿಸಲಾಗಿದೆ. ಗ್ರಾಹಕರು ಕೂಡ ಈ ಬಗ್ಗೆ ಧ್ವನಿ ಎತ್ತಿದ್ದಾರೆ. (788, 919, 918, 984)
pk-sub: ಜನತೆಯ ಪರವಾಗಿ ಪೌರ ಸನ್ಮಾನ (500, 1402, 583, 1411)
brief-item-3-title: ನಮ್ಮೂರ ಆಟಕೂಟ ಟ್ರಸ್ಟ್ (28, 504, 119, 517)
brief-item-5-body: ಮಂಗಳೂರು: ಡಾ. ವಿನಯ ಹೆಗ್ಡೆ ಅವರ ಅಗಲಿಕೆಗೆ ಕೆಆರ್ ಎಂಎಸ್ ಎಸ್ ಸಂಘಟನೆ ಸಂತಾಪ ಸೂಚಿಸಿದೆ. ಕರಾವಳಿ ಕರ್ನಾಟಕದ ಪ್ರಮುಖ ಶಿಕ್ಷಣ ತಜ್ಞ, ಕೈಗಾರಿಕೋದ್ಯಮಿ ಮತ್ತು ನಿಟ್ಟೆ ಎಜುಕೇಶನ್ ಟ್ರಸ್ಟ್ ಸಂಸ್ಥಾಪಕರಾದ ಅವರು 1979ರಲ್ಲಿ ನಿಟ್ಟೆ ಶಿಕ್ಷಣ ಸಂಸ್ಥೆ ಸ್ಥಾಪಿಸಿ 40ಕ್ಕೂ ಹೆಚ್ಚು ಸಂಸ್ಥೆಗಳನ್ನು ಮುನ್ನಡೆಸಿದರು. 24ಕ್ಕೂ ಹೆಚ್ಚು ಗ್ರಾಮೀಣ ಆಸ್ಪತ್ರೆಗಳನ್ನು ಸ್ಥಾಪಿಸಿ ಜನರ ಆರೋಗ್ಯ ಸೇವೆಗೆ ಒತ್ತು ನೀಡಿದ್ದರು. ಕಲೆ, ಸಂಸ್ಕೃತಿ ಮತ್ತು ರಾಷ್ಟ್ರೀಯವಾದಿ ಧೋರಣೆಯ ಪೋಷಕರಾಗಿದ್ದ ಅವರು ಯಕ್ಷಗಾನ ಹಾಗೂ ಧಾರ್ಮಿಕ ಕ್ಷೇತ್ರಕ್ಕೆ ಅಪಾರ ಕೊಡುಗೆ ನೀಡಿದ್ದಾರೆ. ಅವರ ನಿಧನ ಇಡೀ ಸಮಾಜಕ್ಕೆ ತುಂಬಲಾರದ ನಷ್ಟ ಎಂದು ಸಂಘದ ಪ್ರಮುಖರು ತಿಳಿಸಿದ್ದಾರೆ. (28, 795, 198, 879)
udupi-caption: ಅಧ್ಯಕ್ಷ ಡಾ. ಸತೀಶ್ ಹೆಗ್ಡೆ, ವೈದ್ಯಕೀಯ ನಿರ್ದೇಶಕ ಡಾ. ಹರೀಶ್ ನಾಯಕ್, ಹಿರಿಯ ವೈದ್ಯರು ಇದ್ದರು. (324, 1124, 543, 1132)
date-block (30, 45, 120, 85)
quote2-title: ಅಮೂಲ್ಯ ರತ್ನವನ್ನು ಕಳೆದುಕೊಂಡಿದ್ದೇವೆ (624, 603, 737, 613)
brief-item-2-sub: ಭಟ್ಟಾರಕಶ್ರೀ (96, 362, 130, 372)
pk-quote-body: ಸಂದರ್ಭದಲ್ಲಿ ಭಾರತೀಯ ಸಂಸ್ಕೃತಿಯ ಭಾಗವಾಗಿ ಹೊರೆಕಾಣಿಕೆ ಸಮರ್ಪಣೆ ನಡೆಯಲಿದೆ. ಭಕ್ತರು ಅಕ್ಕಿ, ತರಕಾರಿ, ತೆಂಗಿನಕಾಯಿ ಸಹಿತ ವಸ್ತುಗಳನ್ನು ಸಮರ್ಪಿಸಬಹುದು. ಹೆಚ್ಚಿನ ಮಾಹಿತಿಗೆ ದೂರವಾಣಿ ಸಂಖ್ಯೆ 9448546051 ಸಂಪರ್ಕಿಸಬಹುದು ಎಂದು ಸಮಿತಿ ತಿಳಿಸಿದೆ. (788, 1262, 924, 1318)
udupi-box-body: ಪೇಪರ್ ಲೆಸ್ ಐಪಿಡಿ ವ್ಯವಸ್ಥೆಯಲ್ಲಿ ರೋಗಿ ದಾಖಲಾತಿಯಿಂದ ಡಿಸ್ಚಾರ್ಜ್ ವರೆಗಿನ ಎಲ್ಲಾ ಪ್ರಕ್ರಿಯೆಗಳು ಡಿಜಿಟಲ್ ರೂಪದಲ್ಲಿ ನಿರ್ವಹಣೆಯಾಗುತ್ತವೆ. ರೋಗಿಯ ಎಲ್ಲಾ ದಾಖಲೆಗಳು ಟ್ಯಾಬ್ ಮೂಲಕ ಲಭ್ಯವಾಗಲಿವೆ. (324, 1020, 436, 1066)
kala-portrait (731, 190, 801, 265)
lead-photo-caption: ಡಾ. ವಿನಯ ಹೆಗ್ಡೆ ಅವರಿಗೆ ಶಾರದಾ ವಿದ್ಯಾಲಯದಲ್ಲಿ ಗಣ್ಯರು ಪುಷ್ಪ ನಮನ ಸಲ್ಲಿಸಿದರು. (752, 700, 915, 717)
